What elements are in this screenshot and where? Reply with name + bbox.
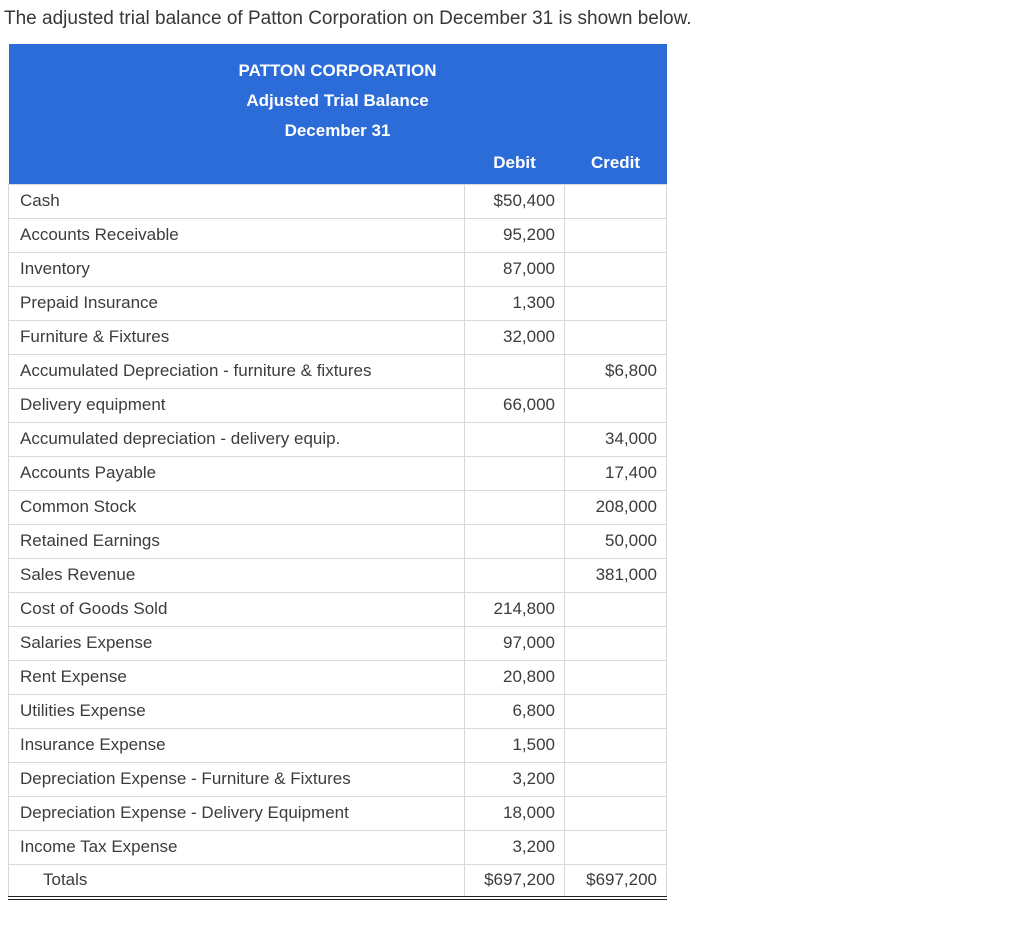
account-name: Depreciation Expense - Furniture & Fixtures bbox=[9, 762, 465, 796]
account-name: Delivery equipment bbox=[9, 388, 465, 422]
debit-amount: 87,000 bbox=[465, 252, 565, 286]
debit-amount: 97,000 bbox=[465, 626, 565, 660]
debit-amount bbox=[465, 558, 565, 592]
table-row bbox=[9, 796, 667, 830]
table-row bbox=[9, 490, 667, 524]
table-row bbox=[9, 422, 667, 456]
debit-amount: 3,200 bbox=[465, 830, 565, 864]
account-name: Accumulated Depreciation - furniture & fixtures bbox=[9, 354, 465, 388]
account-column-header bbox=[9, 148, 465, 184]
table-row bbox=[9, 694, 667, 728]
table-row bbox=[9, 252, 667, 286]
table-row bbox=[9, 456, 667, 490]
credit-amount bbox=[565, 762, 667, 796]
account-name: Salaries Expense bbox=[9, 626, 465, 660]
trial-balance-body bbox=[9, 184, 667, 864]
statement-date: December 31 bbox=[284, 121, 391, 140]
debit-amount: 6,800 bbox=[465, 694, 565, 728]
credit-amount: 208,000 bbox=[565, 490, 667, 524]
account-name: Income Tax Expense bbox=[9, 830, 465, 864]
account-name: Accounts Payable bbox=[9, 456, 465, 490]
table-header bbox=[9, 44, 667, 184]
credit-amount: $6,800 bbox=[565, 354, 667, 388]
table-row bbox=[9, 354, 667, 388]
credit-amount bbox=[565, 626, 667, 660]
debit-amount: $50,400 bbox=[465, 184, 565, 218]
debit-amount: 32,000 bbox=[465, 320, 565, 354]
column-header-row bbox=[9, 148, 667, 184]
debit-amount: 3,200 bbox=[465, 762, 565, 796]
table-row bbox=[9, 218, 667, 252]
table-row bbox=[9, 830, 667, 864]
totals-credit-amount: $697,200 bbox=[565, 864, 667, 898]
credit-column-header: Credit bbox=[565, 148, 667, 184]
credit-amount bbox=[565, 830, 667, 864]
table-row bbox=[9, 524, 667, 558]
table-row bbox=[9, 762, 667, 796]
debit-amount: 214,800 bbox=[465, 592, 565, 626]
table-row bbox=[9, 320, 667, 354]
table-row bbox=[9, 626, 667, 660]
debit-amount: 1,500 bbox=[465, 728, 565, 762]
debit-column-header: Debit bbox=[465, 148, 565, 184]
table-row bbox=[9, 592, 667, 626]
totals-label: Totals bbox=[9, 864, 465, 898]
account-name: Common Stock bbox=[9, 490, 465, 524]
credit-amount bbox=[565, 796, 667, 830]
debit-amount bbox=[465, 422, 565, 456]
account-name: Cash bbox=[9, 184, 465, 218]
credit-amount bbox=[565, 320, 667, 354]
trial-balance-table bbox=[8, 44, 667, 900]
debit-amount bbox=[465, 524, 565, 558]
account-name: Insurance Expense bbox=[9, 728, 465, 762]
account-name: Sales Revenue bbox=[9, 558, 465, 592]
account-name: Utilities Expense bbox=[9, 694, 465, 728]
credit-amount bbox=[565, 592, 667, 626]
table-row bbox=[9, 286, 667, 320]
debit-amount bbox=[465, 490, 565, 524]
debit-amount bbox=[465, 354, 565, 388]
account-name: Prepaid Insurance bbox=[9, 286, 465, 320]
credit-amount: 17,400 bbox=[565, 456, 667, 490]
credit-amount bbox=[565, 286, 667, 320]
table-row bbox=[9, 388, 667, 422]
debit-amount: 20,800 bbox=[465, 660, 565, 694]
table-footer bbox=[9, 864, 667, 898]
credit-amount bbox=[565, 388, 667, 422]
account-name: Accounts Receivable bbox=[9, 218, 465, 252]
credit-amount bbox=[565, 252, 667, 286]
totals-row bbox=[9, 864, 667, 898]
intro-text: The adjusted trial balance of Patton Corporation on December 31 is shown below. bbox=[4, 8, 692, 29]
table-row bbox=[9, 558, 667, 592]
table-row bbox=[9, 184, 667, 218]
company-name: PATTON CORPORATION bbox=[238, 61, 437, 80]
debit-amount: 18,000 bbox=[465, 796, 565, 830]
credit-amount: 381,000 bbox=[565, 558, 667, 592]
debit-amount bbox=[465, 456, 565, 490]
account-name: Retained Earnings bbox=[9, 524, 465, 558]
credit-amount bbox=[565, 728, 667, 762]
credit-amount bbox=[565, 694, 667, 728]
account-name: Inventory bbox=[9, 252, 465, 286]
credit-amount bbox=[565, 218, 667, 252]
debit-amount: 95,200 bbox=[465, 218, 565, 252]
debit-amount: 1,300 bbox=[465, 286, 565, 320]
table-row bbox=[9, 728, 667, 762]
account-name: Accumulated depreciation - delivery equip. bbox=[9, 422, 465, 456]
account-name: Rent Expense bbox=[9, 660, 465, 694]
account-name: Depreciation Expense - Delivery Equipment bbox=[9, 796, 465, 830]
title-row bbox=[9, 44, 667, 148]
account-name: Furniture & Fixtures bbox=[9, 320, 465, 354]
statement-title: Adjusted Trial Balance bbox=[246, 91, 429, 110]
table-row bbox=[9, 660, 667, 694]
credit-amount: 34,000 bbox=[565, 422, 667, 456]
account-name: Cost of Goods Sold bbox=[9, 592, 465, 626]
debit-amount: 66,000 bbox=[465, 388, 565, 422]
totals-debit-amount: $697,200 bbox=[465, 864, 565, 898]
credit-amount bbox=[565, 660, 667, 694]
credit-amount bbox=[565, 184, 667, 218]
credit-amount: 50,000 bbox=[565, 524, 667, 558]
